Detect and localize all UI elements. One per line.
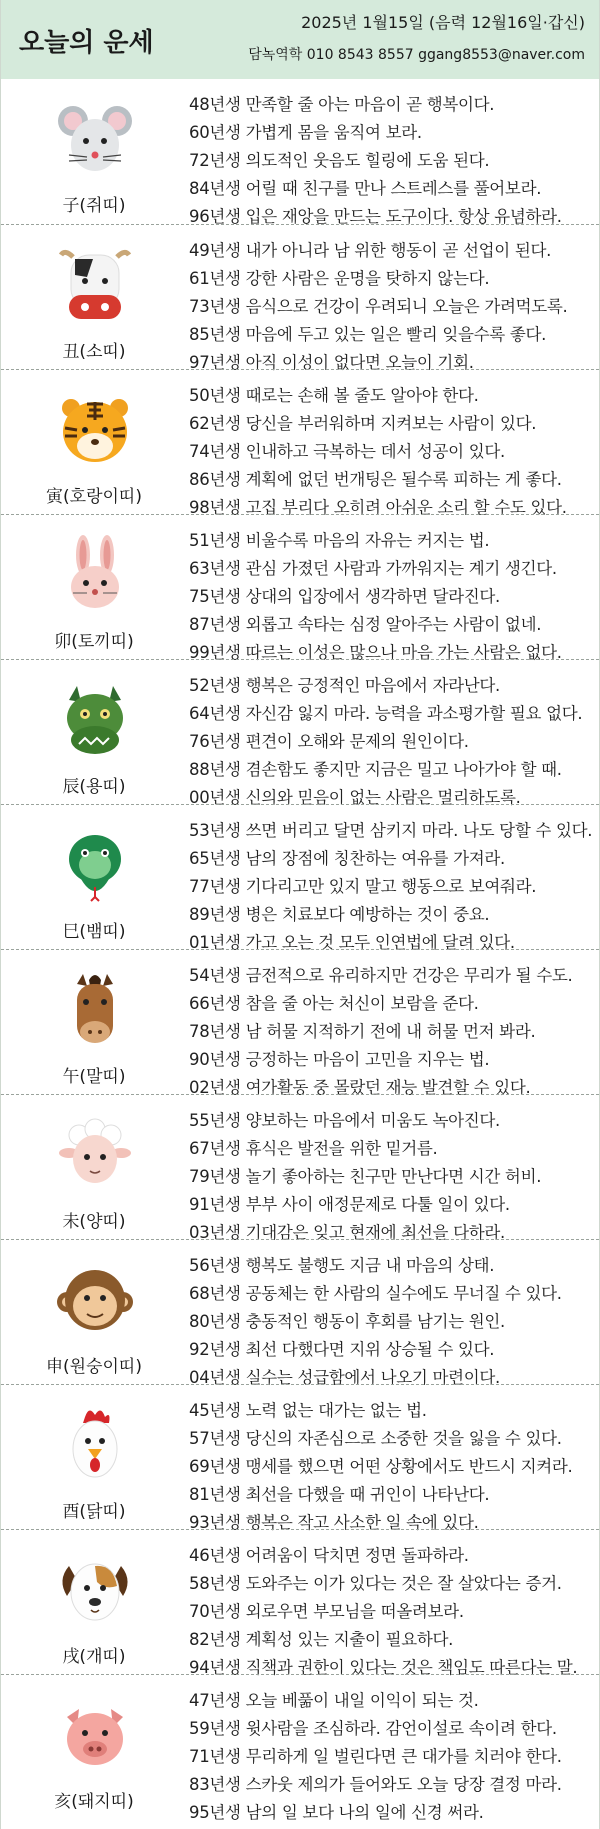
zodiac-row [1,1384,599,1532]
fortune-line: 58년생 도와주는 이가 있다는 것은 잘 살았다는 증거. [189,1574,562,1593]
fortune-line: 64년생 자신감 잃지 마라. 능력을 과소평가할 필요 없다. [189,704,583,723]
fortune-line: 47년생 오늘 베풂이 내일 이익이 되는 것. [189,1691,479,1710]
fortune-line: 81년생 최선을 다했을 때 귀인이 나타난다. [189,1485,490,1504]
fortune-line: 84년생 어릴 때 친구를 만나 스트레스를 풀어보라. [189,179,542,198]
zodiac-animal [19,1240,169,1385]
fortune-line: 57년생 당신의 자존심으로 소중한 것을 잃을 수 있다. [189,1429,562,1448]
sheep-icon [55,1115,135,1195]
fortune-line: 72년생 의도적인 웃음도 힐링에 도움 된다. [189,151,490,170]
zodiac-name: 辰(용띠) [62,777,126,797]
fortune-line: 56년생 행복도 불행도 지금 내 마음의 상태. [189,1256,495,1275]
fortune-line: 62년생 당신을 부러워하며 지켜보는 사람이 있다. [189,414,537,433]
fortune-line: 77년생 기다리고만 있지 말고 행동으로 보여줘라. [189,877,537,896]
fortune-line: 61년생 강한 사람은 운명을 탓하지 않는다. [189,269,490,288]
fortune-line: 48년생 만족할 줄 아는 마음이 곧 행복이다. [189,95,495,114]
fortune-line: 80년생 충동적인 행동이 후회를 남기는 원인. [189,1312,505,1331]
fortune-line: 87년생 외롭고 속타는 심정 알아주는 사람이 없네. [189,615,542,634]
fortune-line: 86년생 계획에 없던 번개팅은 될수록 피하는 게 좋다. [189,470,562,489]
fortune-line: 04년생 실수는 성급함에서 나오기 마련이다. [189,1368,500,1387]
zodiac-name: 寅(호랑이띠) [46,487,142,507]
fortune-line: 82년생 계획성 있는 지출이 필요하다. [189,1630,454,1649]
fortune-line: 50년생 때로는 손해 볼 줄도 알아야 한다. [189,386,479,405]
monkey-icon [55,1260,135,1340]
fortune-lines [189,1687,591,1827]
fortune-line: 49년생 내가 아니라 남 위한 행동이 곧 선업이 된다. [189,241,552,260]
dog-icon [55,1550,135,1630]
zodiac-row [1,804,599,952]
zodiac-name: 午(말띠) [62,1067,126,1087]
zodiac-name: 丑(소띠) [62,342,126,362]
fortune-lines [189,962,591,1102]
fortune-line: 68년생 공동체는 한 사람의 실수에도 무너질 수 있다. [189,1284,562,1303]
fortune-line: 60년생 가볍게 몸을 움직여 보라. [189,123,422,142]
tiger-icon [55,390,135,470]
fortune-lines [189,91,591,231]
fortune-lines [189,672,591,812]
fortune-line: 95년생 남의 일 보다 나의 일에 신경 써라. [189,1803,484,1822]
zodiac-row [1,369,599,517]
zodiac-row [1,514,599,662]
fortune-line: 76년생 편견이 오해와 문제의 원인이다. [189,732,469,751]
horse-icon [55,970,135,1050]
fortune-line: 90년생 긍정하는 마음이 고민을 지우는 법. [189,1050,490,1069]
date-line: 2025년 1월15일 (음력 12월16일·갑신) [301,13,585,32]
zodiac-animal [19,225,169,370]
fortune-line: 91년생 부부 사이 애정문제로 다툴 일이 있다. [189,1195,510,1214]
zodiac-animal [19,515,169,660]
fortune-line: 99년생 따르는 이성은 많으나 마음 가는 사람은 없다. [189,643,562,662]
zodiac-animal [19,805,169,950]
ox-icon [55,245,135,325]
zodiac-animal [19,1095,169,1240]
zodiac-row [1,1529,599,1677]
fortune-line: 79년생 놀기 좋아하는 친구만 만난다면 시간 허비. [189,1167,542,1186]
fortune-line: 78년생 남 허물 지적하기 전에 내 허물 먼저 봐라. [189,1022,536,1041]
zodiac-name: 子(쥐띠) [62,196,126,216]
dragon-icon [55,680,135,760]
zodiac-name: 酉(닭띠) [62,1502,126,1522]
zodiac-name: 申(원숭이띠) [46,1357,142,1377]
fortune-line: 66년생 참을 줄 아는 처신이 보람을 준다. [189,994,479,1013]
fortune-lines [189,237,591,377]
fortune-lines [189,382,591,522]
snake-icon [55,825,135,905]
fortune-lines [189,527,591,667]
fortune-lines [189,1107,591,1247]
zodiac-animal [19,79,169,224]
zodiac-animal [19,1385,169,1530]
fortune-line: 74년생 인내하고 극복하는 데서 성공이 있다. [189,442,505,461]
zodiac-animal [19,950,169,1095]
fortune-line: 51년생 비울수록 마음의 자유는 커지는 법. [189,531,490,550]
fortune-line: 71년생 무리하게 일 벌린다면 큰 대가를 치러야 한다. [189,1747,562,1766]
zodiac-animal [19,660,169,805]
fortune-line: 69년생 맹세를 했으면 어떤 상황에서도 반드시 지켜라. [189,1457,573,1476]
zodiac-row [1,659,599,807]
zodiac-name: 未(양띠) [62,1212,126,1232]
rat-icon [55,99,135,179]
zodiac-row [1,1094,599,1242]
zodiac-row [1,1674,599,1822]
fortune-lines [189,1397,591,1537]
zodiac-list [1,79,599,1822]
zodiac-animal [19,1675,169,1820]
fortune-line: 94년생 직책과 권한이 있다는 것은 책임도 따른다는 말. [189,1658,578,1677]
fortune-line: 75년생 상대의 입장에서 생각하면 달라진다. [189,587,500,606]
fortune-line: 46년생 어려움이 닥치면 정면 돌파하라. [189,1546,469,1565]
pig-icon [55,1695,135,1775]
page-title: 오늘의 운세 [19,28,154,58]
fortune-line: 55년생 양보하는 마음에서 미움도 녹아진다. [189,1111,500,1130]
fortune-line: 70년생 외로우면 부모님을 떠올려보라. [189,1602,464,1621]
fortune-line: 54년생 금전적으로 유리하지만 건강은 무리가 될 수도. [189,966,573,985]
zodiac-row [1,949,599,1097]
zodiac-row [1,1239,599,1387]
fortune-line: 85년생 마음에 두고 있는 일은 빨리 잊을수록 좋다. [189,325,547,344]
fortune-line: 92년생 최선 다했다면 지위 상승될 수 있다. [189,1340,495,1359]
zodiac-row [1,79,599,224]
zodiac-name: 巳(뱀띠) [62,922,126,942]
fortune-line: 02년생 여가활동 중 몰랐던 재능 발견할 수 있다. [189,1078,531,1097]
fortune-line: 45년생 노력 없는 대가는 없는 법. [189,1401,427,1420]
fortune-line: 93년생 행복은 작고 사소한 일 속에 있다. [189,1513,479,1532]
rooster-icon [55,1405,135,1485]
zodiac-row [1,224,599,372]
zodiac-animal [19,370,169,515]
header [1,0,599,79]
zodiac-name: 卯(토끼띠) [54,632,134,652]
fortune-line: 98년생 고집 부리다 오히려 아쉬운 소리 할 수도 있다. [189,498,567,517]
zodiac-animal [19,1530,169,1675]
fortune-line: 52년생 행복은 긍정적인 마음에서 자라난다. [189,676,500,695]
fortune-line: 01년생 가고 오는 것 모두 인연법에 달려 있다. [189,933,515,952]
fortune-line: 83년생 스카웃 제의가 들어와도 오늘 당장 결정 마라. [189,1775,562,1794]
fortune-line: 88년생 겸손함도 좋지만 지금은 밀고 나아가야 할 때. [189,760,562,779]
fortune-line: 67년생 휴식은 발전을 위한 밑거름. [189,1139,438,1158]
fortune-line: 89년생 병은 치료보다 예방하는 것이 중요. [189,905,490,924]
fortune-line: 63년생 관심 가졌던 사람과 가까워지는 계기 생긴다. [189,559,557,578]
fortune-line: 73년생 음식으로 건강이 우려되니 오늘은 가려먹도록. [189,297,568,316]
fortune-lines [189,1542,591,1682]
fortune-line: 59년생 윗사람을 조심하라. 감언이설로 속이려 한다. [189,1719,557,1738]
rabbit-icon [55,535,135,615]
fortune-line: 03년생 기대감은 잊고 현재에 최선을 다하라. [189,1223,505,1242]
zodiac-name: 亥(돼지띠) [54,1792,134,1812]
zodiac-name: 戌(개띠) [62,1647,126,1667]
fortune-line: 97년생 아직 이성이 없다면 오늘이 기회. [189,353,474,372]
fortune-line: 53년생 쓰면 버리고 달면 삼키지 마라. 나도 당할 수 있다. [189,821,593,840]
fortune-line: 00년생 신의와 믿음이 없는 사람은 멀리하도록. [189,788,521,807]
contact-line: 담녹역학 010 8543 8557 ggang8553@naver.com [248,47,585,63]
fortune-lines [189,1252,591,1392]
fortune-line: 65년생 남의 장점에 칭찬하는 여유를 가져라. [189,849,505,868]
fortune-lines [189,817,591,957]
fortune-line: 96년생 입은 재앙을 만드는 도구이다. 항상 유념하라. [189,207,562,226]
